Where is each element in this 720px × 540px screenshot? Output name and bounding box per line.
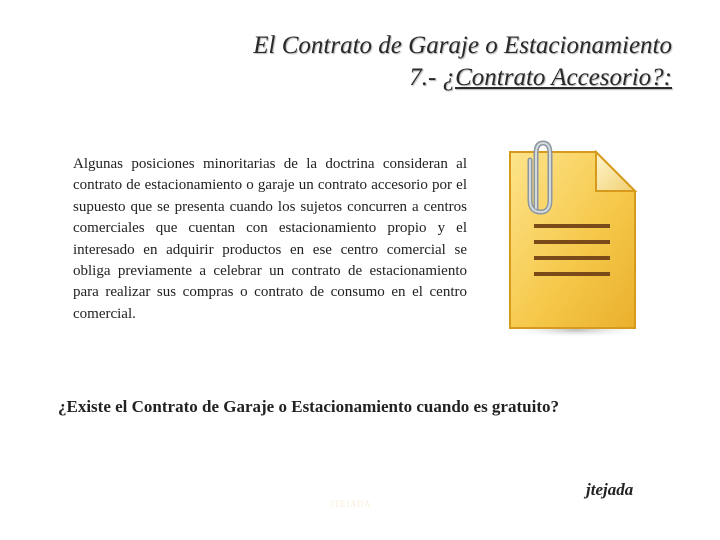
body-paragraph: Algunas posiciones minoritarias de la doctrina consideran al contrato de estacionamiento o garaje un contrato accesorio por el supuesto que se presenta cuando los sujetos concurren a centros comerciales que cuentan con estacionamiento propio y el interesado en adquirir productos en ese centro comercial se obliga previamente a celebrar un contrato de estacionamiento para realizar sus compras o contrato de consumo en el centro comercial. [73, 156, 467, 322]
title-line-1: El Contrato de Garaje o Estacionamiento [253, 32, 672, 59]
title-number: 7.- [409, 64, 443, 91]
slide-title [253, 30, 672, 94]
title-line-2 [253, 62, 672, 94]
title-question: ¿Contrato Accesorio?: [442, 64, 672, 91]
author-signature: jtejada [586, 480, 634, 499]
document-clip-icon [498, 138, 648, 338]
question-text: ¿Existe el Contrato de Garaje o Estacionamiento cuando es gratuito? [58, 397, 559, 416]
faint-watermark-text: JTEJADA [330, 499, 371, 509]
